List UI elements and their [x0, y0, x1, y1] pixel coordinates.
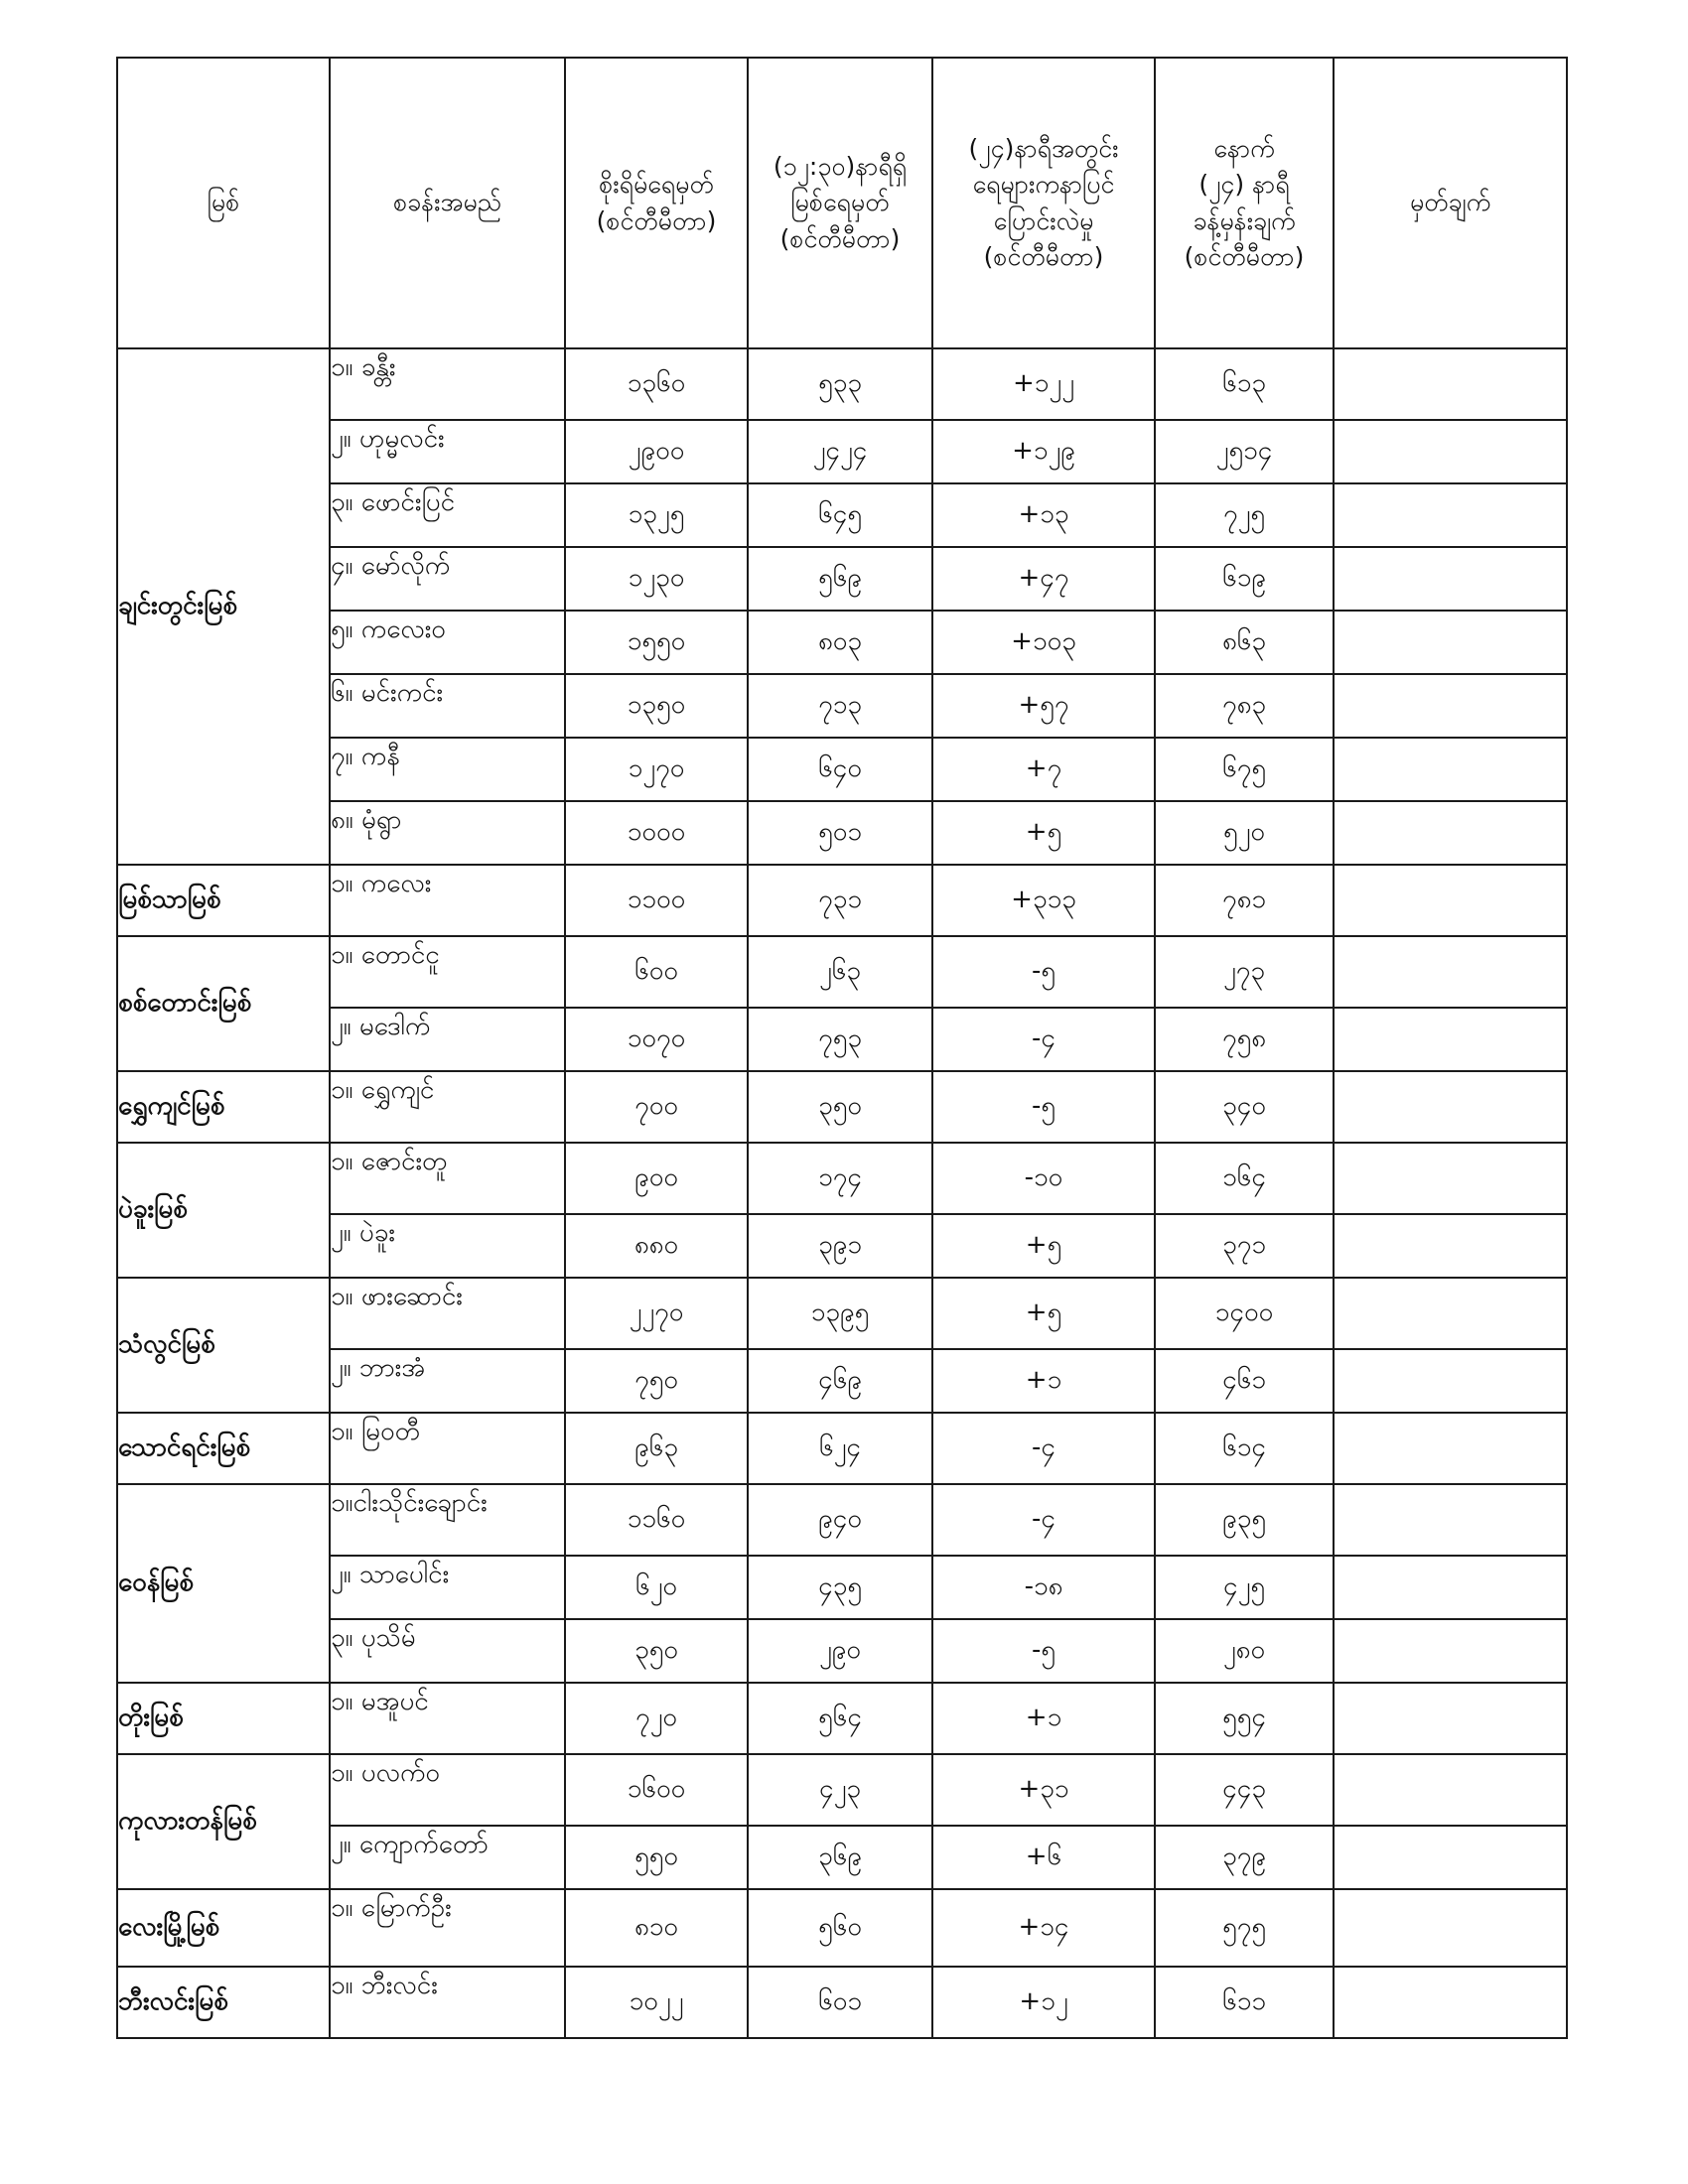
header-line: နောက် [1213, 134, 1275, 163]
remark-cell [1334, 1556, 1567, 1619]
change-cell: +၅၇ [932, 674, 1155, 738]
change-cell: -၅ [932, 1071, 1155, 1143]
change-cell: -၅ [932, 1619, 1155, 1683]
table-row [117, 1967, 1567, 2038]
change-cell: +၁၀၃ [932, 611, 1155, 674]
river-name-cell: သောင်ရင်းမြစ် [117, 1413, 330, 1484]
remark-cell [1334, 1071, 1567, 1143]
forecast-cell: ၆၁၉ [1155, 547, 1334, 611]
header-line: (စင်တီမီတာ) [983, 241, 1104, 271]
station-cell: ၂။ ဟုမ္မလင်း [330, 420, 565, 483]
change-cell: +၁၃ [932, 483, 1155, 547]
forecast-cell: ၃၇၁ [1155, 1214, 1334, 1278]
remark-cell [1334, 738, 1567, 801]
header-line: စခန်းအမည် [393, 188, 501, 217]
remark-cell [1334, 801, 1567, 865]
danger-level-header [565, 58, 748, 348]
danger-level-cell: ၉၆၃ [565, 1413, 748, 1484]
danger-level-cell: ၇၂၀ [565, 1683, 748, 1754]
station-cell: ၆။ မင်းကင်း [330, 674, 565, 738]
current-level-cell: ၃၉၁ [748, 1214, 932, 1278]
forecast-cell: ၆၇၅ [1155, 738, 1334, 801]
change-cell: -၁၀ [932, 1143, 1155, 1214]
station-cell: ၂။ သာပေါင်း [330, 1556, 565, 1619]
station-cell: ၄။ မော်လိုက် [330, 547, 565, 611]
forecast-cell: ၇၈၃ [1155, 674, 1334, 738]
forecast-cell: ၆၁၁ [1155, 1967, 1334, 2038]
danger-level-cell: ၆၂၀ [565, 1556, 748, 1619]
table-row [117, 1826, 1567, 1889]
station-cell: ၂။ ပဲခူး [330, 1214, 565, 1278]
station-cell: ၃။ ပုသိမ် [330, 1619, 565, 1683]
header-line: (စင်တီမီတာ) [779, 223, 901, 253]
forecast-cell: ၁၄၀၀ [1155, 1278, 1334, 1349]
danger-level-cell: ၃၅၀ [565, 1619, 748, 1683]
forecast-cell: ၂၅၁၄ [1155, 420, 1334, 483]
river-name-cell: သံလွင်မြစ် [117, 1278, 330, 1413]
forecast-cell: ၉၃၅ [1155, 1484, 1334, 1556]
change-cell: +၁၂ [932, 1967, 1155, 2038]
danger-level-cell: ၁၁၆၀ [565, 1484, 748, 1556]
change-cell: +၇ [932, 738, 1155, 801]
forecast-cell: ၇၅၈ [1155, 1008, 1334, 1071]
river-name-cell: လေးမြို့မြစ် [117, 1889, 330, 1967]
station-cell: ၂။ ကျောက်တော် [330, 1826, 565, 1889]
river-name-cell: ဝေန်မြစ် [117, 1484, 330, 1683]
remark-cell [1334, 1143, 1567, 1214]
remark-cell [1334, 1278, 1567, 1349]
header-line: ပြောင်းလဲမှု [993, 205, 1094, 235]
change-cell: +၅ [932, 1214, 1155, 1278]
forecast-cell: ၅၇၅ [1155, 1889, 1334, 1967]
station-header [330, 58, 565, 348]
current-level-cell: ၉၄၀ [748, 1484, 932, 1556]
forecast-cell: ၅၅၄ [1155, 1683, 1334, 1754]
current-level-cell: ၃၅၀ [748, 1071, 932, 1143]
table-body [117, 348, 1567, 2038]
table-row [117, 1683, 1567, 1754]
change-cell: -၅ [932, 936, 1155, 1008]
river-name-cell: စစ်တောင်းမြစ် [117, 936, 330, 1071]
forecast-cell: ၁၆၄ [1155, 1143, 1334, 1214]
current-level-cell: ၁၇၄ [748, 1143, 932, 1214]
forecast-cell: ၅၂၀ [1155, 801, 1334, 865]
remark-cell [1334, 1967, 1567, 2038]
current-level-cell: ၆၄၀ [748, 738, 932, 801]
header-line: (စင်တီမီတာ) [1184, 241, 1305, 271]
danger-level-cell: ၈၁၀ [565, 1889, 748, 1967]
forecast-cell: ၆၁၃ [1155, 348, 1334, 420]
header-line: မြစ် [207, 188, 240, 217]
forecast-cell: ၇၂၅ [1155, 483, 1334, 547]
station-cell: ၁။ မအူပင် [330, 1683, 565, 1754]
danger-level-cell: ၈၈၀ [565, 1214, 748, 1278]
remark-cell [1334, 1619, 1567, 1683]
forecast-cell: ၄၆၁ [1155, 1349, 1334, 1413]
change-cell: -၄ [932, 1484, 1155, 1556]
table-row [117, 1214, 1567, 1278]
remark-cell [1334, 1413, 1567, 1484]
station-cell: ၁။ငါးသိုင်းချောင်း [330, 1484, 565, 1556]
river-name-cell: ဘီးလင်းမြစ် [117, 1967, 330, 2038]
change-cell: +၁ [932, 1349, 1155, 1413]
forecast-cell: ၂၇၃ [1155, 936, 1334, 1008]
station-cell: ၁။ ပလက်ဝ [330, 1754, 565, 1826]
current-level-cell: ၅၀၁ [748, 801, 932, 865]
remark-cell [1334, 1349, 1567, 1413]
header-row [117, 58, 1567, 348]
current-level-cell: ၁၃၉၅ [748, 1278, 932, 1349]
header-line: (၂၄) နာရီ [1198, 170, 1290, 200]
change-cell: +၁၂၂ [932, 348, 1155, 420]
table-row [117, 611, 1567, 674]
current-level-cell: ၅၃၃ [748, 348, 932, 420]
table-row [117, 865, 1567, 936]
danger-level-cell: ၁၀၇၀ [565, 1008, 748, 1071]
remark-cell [1334, 1683, 1567, 1754]
river-name-cell: မြစ်သာမြစ် [117, 865, 330, 936]
remark-cell [1334, 1214, 1567, 1278]
change-cell: -၄ [932, 1413, 1155, 1484]
table-row [117, 1413, 1567, 1484]
remark-cell [1334, 1484, 1567, 1556]
station-cell: ၁။ ကလေး [330, 865, 565, 936]
change-cell: +၁ [932, 1683, 1155, 1754]
forecast-cell: ၇၈၁ [1155, 865, 1334, 936]
station-cell: ၅။ ကလေးဝ [330, 611, 565, 674]
current-level-cell: ၄၆၉ [748, 1349, 932, 1413]
remark-cell [1334, 865, 1567, 936]
table-row [117, 1143, 1567, 1214]
table-row [117, 1619, 1567, 1683]
table-row [117, 1278, 1567, 1349]
table-row [117, 674, 1567, 738]
current-level-cell: ၇၃၁ [748, 865, 932, 936]
forecast-header [1155, 58, 1334, 348]
table-row [117, 348, 1567, 420]
current-level-header [748, 58, 932, 348]
danger-level-cell: ၁၆၀၀ [565, 1754, 748, 1826]
table-row [117, 1889, 1567, 1967]
header-line: (စင်တီမီတာ) [596, 205, 717, 235]
river-name-cell: တိုးမြစ် [117, 1683, 330, 1754]
current-level-cell: ၃၆၉ [748, 1826, 932, 1889]
station-cell: ၁။ ဖားဆောင်း [330, 1278, 565, 1349]
remark-cell [1334, 547, 1567, 611]
remark-header [1334, 58, 1567, 348]
danger-level-cell: ၂၉၀၀ [565, 420, 748, 483]
current-level-cell: ၄၂၃ [748, 1754, 932, 1826]
station-cell: ၂။ ဘားအံ [330, 1349, 565, 1413]
remark-cell [1334, 348, 1567, 420]
change-cell: +၃၁၃ [932, 865, 1155, 936]
river-name-cell: ပဲခူးမြစ် [117, 1143, 330, 1278]
header-line: မှတ်ချက် [1409, 188, 1491, 217]
danger-level-cell: ၆၀၀ [565, 936, 748, 1008]
forecast-cell: ၂၈၀ [1155, 1619, 1334, 1683]
header-line: (၂၄)နာရီအတွင်း [968, 134, 1119, 163]
station-cell: ၁။ ခန္တီး [330, 348, 565, 420]
river-name-cell: ရွှေကျင်မြစ် [117, 1071, 330, 1143]
station-cell: ၁။ ဘီးလင်း [330, 1967, 565, 2038]
table-row [117, 801, 1567, 865]
current-level-cell: ၅၆၀ [748, 1889, 932, 1967]
remark-cell [1334, 611, 1567, 674]
danger-level-cell: ၁၂၇၀ [565, 738, 748, 801]
station-cell: ၁။ မြဝတီ [330, 1413, 565, 1484]
station-cell: ၁။ တောင်ငူ [330, 936, 565, 1008]
current-level-cell: ၇၅၃ [748, 1008, 932, 1071]
forecast-cell: ၄၄၃ [1155, 1754, 1334, 1826]
change-cell: +၁၄ [932, 1889, 1155, 1967]
station-cell: ၇။ ကနီ [330, 738, 565, 801]
forecast-cell: ၈၆၃ [1155, 611, 1334, 674]
header-line: မြစ်ရေမှတ် [790, 188, 890, 217]
danger-level-cell: ၉၀၀ [565, 1143, 748, 1214]
remark-cell [1334, 483, 1567, 547]
danger-level-cell: ၁၃၅၀ [565, 674, 748, 738]
table-row [117, 1349, 1567, 1413]
change-cell: +၅ [932, 801, 1155, 865]
remark-cell [1334, 1008, 1567, 1071]
danger-level-cell: ၁၀၀၀ [565, 801, 748, 865]
change-cell: -၁၈ [932, 1556, 1155, 1619]
remark-cell [1334, 674, 1567, 738]
danger-level-cell: ၁၁၀၀ [565, 865, 748, 936]
station-cell: ၂။ မဒေါက် [330, 1008, 565, 1071]
current-level-cell: ၅၆၄ [748, 1683, 932, 1754]
station-cell: ၃။ ဖောင်းပြင် [330, 483, 565, 547]
table-row [117, 483, 1567, 547]
change-cell: +၃၁ [932, 1754, 1155, 1826]
table-row [117, 738, 1567, 801]
table-row [117, 420, 1567, 483]
forecast-cell: ၃၄၀ [1155, 1071, 1334, 1143]
header-line: ခန့်မှန်းချက် [1193, 205, 1296, 235]
table-row [117, 1556, 1567, 1619]
current-level-cell: ၂၄၂၄ [748, 420, 932, 483]
current-level-cell: ၆၄၅ [748, 483, 932, 547]
danger-level-cell: ၇၀၀ [565, 1071, 748, 1143]
river-name-cell: ချင်းတွင်းမြစ် [117, 348, 330, 865]
table-row [117, 1071, 1567, 1143]
forecast-cell: ၄၂၅ [1155, 1556, 1334, 1619]
current-level-cell: ၆၀၁ [748, 1967, 932, 2038]
danger-level-cell: ၅၅၀ [565, 1826, 748, 1889]
change-cell: +၆ [932, 1826, 1155, 1889]
danger-level-cell: ၁၃၆၀ [565, 348, 748, 420]
change-cell: -၄ [932, 1008, 1155, 1071]
forecast-cell: ၆၁၄ [1155, 1413, 1334, 1484]
header-line: ရေများကနာပြင် [972, 170, 1115, 200]
remark-cell [1334, 1826, 1567, 1889]
current-level-cell: ၂၉၀ [748, 1619, 932, 1683]
danger-level-cell: ၁၃၂၅ [565, 483, 748, 547]
station-cell: ၁။ ဇောင်းတူ [330, 1143, 565, 1214]
table-row [117, 936, 1567, 1008]
danger-level-cell: ၁၀၂၂ [565, 1967, 748, 2038]
forecast-cell: ၃၇၉ [1155, 1826, 1334, 1889]
river-header [117, 58, 330, 348]
change-header [932, 58, 1155, 348]
current-level-cell: ၂၆၃ [748, 936, 932, 1008]
current-level-cell: ၈၀၃ [748, 611, 932, 674]
danger-level-cell: ၁၅၅၀ [565, 611, 748, 674]
station-cell: ၁။ ရွှေကျင် [330, 1071, 565, 1143]
station-cell: ၁။ မြောက်ဦး [330, 1889, 565, 1967]
change-cell: +၅ [932, 1278, 1155, 1349]
current-level-cell: ၆၂၄ [748, 1413, 932, 1484]
change-cell: +၁၂၉ [932, 420, 1155, 483]
remark-cell [1334, 1754, 1567, 1826]
danger-level-cell: ၁၂၃၀ [565, 547, 748, 611]
change-cell: +၄၇ [932, 547, 1155, 611]
current-level-cell: ၅၆၉ [748, 547, 932, 611]
river-level-table [116, 57, 1568, 2039]
danger-level-cell: ၇၅၀ [565, 1349, 748, 1413]
table-row [117, 1484, 1567, 1556]
river-name-cell: ကုလားတန်မြစ် [117, 1754, 330, 1889]
remark-cell [1334, 936, 1567, 1008]
table-row [117, 1008, 1567, 1071]
current-level-cell: ၇၁၃ [748, 674, 932, 738]
table-row [117, 547, 1567, 611]
station-cell: ၈။ မုံရွာ [330, 801, 565, 865]
header-line: စိုးရိမ်ရေမှတ် [599, 170, 714, 200]
header-line: (၁၂:၃၀)နာရီရှိ [773, 152, 908, 182]
danger-level-cell: ၂၂၇၀ [565, 1278, 748, 1349]
remark-cell [1334, 1889, 1567, 1967]
current-level-cell: ၄၃၅ [748, 1556, 932, 1619]
remark-cell [1334, 420, 1567, 483]
table-row [117, 1754, 1567, 1826]
